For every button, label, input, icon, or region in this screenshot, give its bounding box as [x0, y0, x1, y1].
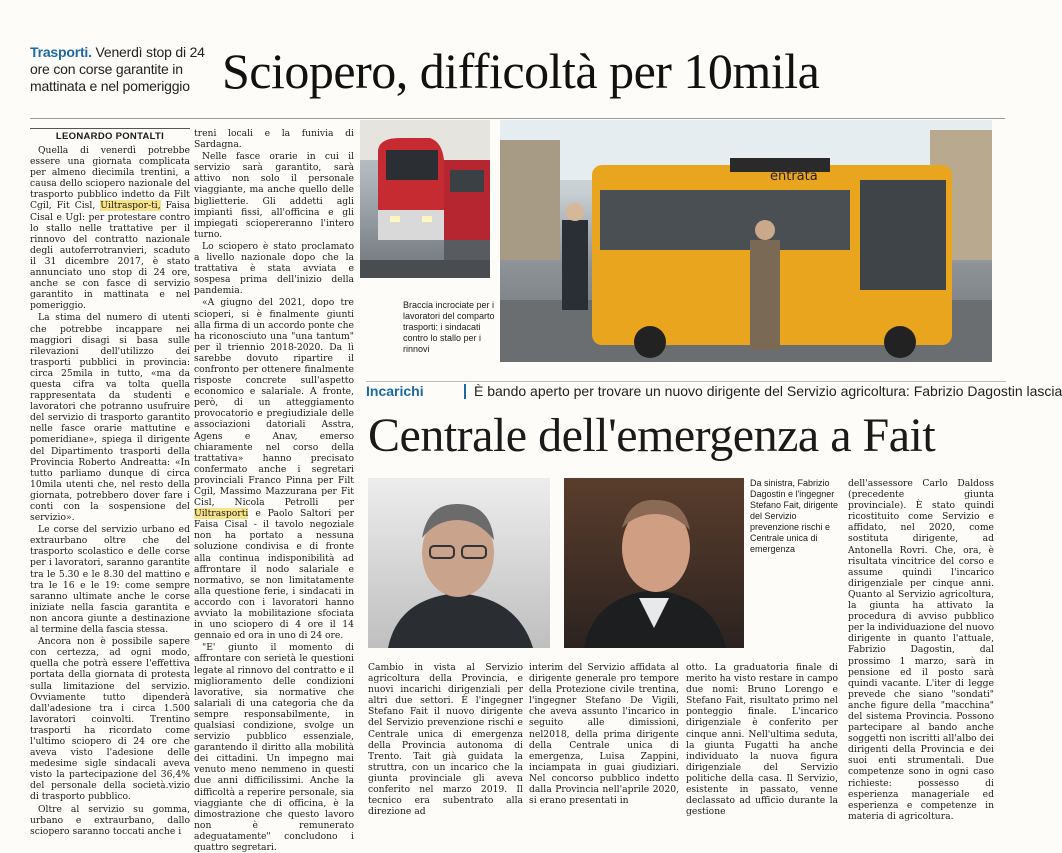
- photo-caption: Braccia incrociate per i lavoratori del comparto trasporti: i sindacati contro lo stallo per i rinnovi: [403, 300, 495, 354]
- kicker: [30, 44, 210, 95]
- paragraph: Cambio in vista al Servizio agricoltura della Provincia, e nuovi incarichi dirigenziali per altri due settori. È l'ingegner Stefano Fait il nuovo dirigente del Servizio prevenzione rischi e Centrale unica di emergenza della Provincia autonoma di Trento. Tait già guidata la struttra, con un incarico che la giunta provinciale gli aveva conferito nel marzo 2019. Il tecnico era subentrato alla direzione ad: [368, 662, 523, 818]
- portrait-fait: [564, 478, 744, 648]
- section-label: Incarichi: [366, 383, 424, 399]
- paragraph: "E' giunto il momento di affrontare con serietà le questioni legate al rinnovo del contratto e il miglioramento delle condizioni lavorative, sia normative che salariali di una categoria che da sempre responsabilmente, in qualsiasi condizione, svolge un servizio pubblico essenziale, garantendo il diritto alla mobilità dei cittadini. Un impegno mai venuto meno nemmeno in questi due anni difficilissimi. Anche la difficoltà a reperire personale, sia viaggiante che di officina, è la dimostrazione che questo lavoro non è remunerato adeguatamente" concludono i quattro segretari.: [194, 642, 354, 853]
- paragraph: Ancora non è possibile sapere con certezza, ad ogni modo, quella che potrà essere l'effettiva portata della giornata di protesta sulla limitazione del servizio. Ovviamente tutto dipenderà dall'adesione tra i circa 1.500 lavoratori coinvolti. Trentino trasporti ha ricordato come l'ultimo sciopero di 24 ore che aveva visto l'adesione delle medesime sigle sindacali aveva visto la partecipazione del 36,4% del personale della società.vizio di trasporto pubblico.: [30, 636, 190, 803]
- text: Faisa Cisal e Ugl: per protestare contro lo stallo nelle trattative per il rinnovo del contratto nazionale degli autoferrotranvieri, scaduto il 31 dicembre 2017, è stato annunciato uno stop di 24 ore, anche se con fasce di servizio garantito in mattinata e nel pomeriggio.: [30, 200, 190, 312]
- kicker-section: Trasporti.: [30, 44, 92, 60]
- text: Quella di venerdì potrebbe essere una giornata complicata per almeno diecimila trentini, a causa dello sciopero nazionale del trasporto pubblico indetto da Filt Cgil, Fit Cisl,: [30, 145, 190, 212]
- bus-sign: entrata: [770, 169, 818, 184]
- text: «A giugno del 2021, dopo tre scioperi, si è finalmente giunti alla firma di un accordo ponte che ha riconosciuto una "una tantum" per il triennio 2018-2020. Da lì sarebbe dovuto ripartire il confronto per ottenere finalmente risposte concrete sull'aspetto economico e salariale. A fronte, però, di un atteggiamento provocatorio e pregiudiziale delle associazioni datoriali Asstra, Agens e Anav, emerso chiaramente nel corso della trattativa» hanno precisato confermato anche i segretari provinciali Franco Pinna per Filt Cgil, Massimo Mazzurana per Fit Cisl, Nicola Petrolli per: [194, 297, 354, 509]
- paragraph: treni locali e la funivia di Sardagna.: [194, 128, 354, 151]
- portrait-illustration: [368, 478, 550, 648]
- byline: LEONARDO PONTALTI: [30, 128, 190, 142]
- paragraph: [30, 145, 190, 311]
- article-column-1: [30, 145, 190, 835]
- divider: [30, 118, 1005, 119]
- paragraph: Oltre al servizio su gomma, urbano e extraurbano, dallo sciopero saranno toccati anche i: [30, 803, 190, 837]
- text: e Paolo Saltori per Faisa Cisal - il tavolo negoziale non ha portato a nessuna soluzione condivisa e di fronte alla continua indisponibilità ad affrontare il nodo salariale e normativo, se non limitatamente alla questione ferie, i sindacati in accordo con i lavoratori hanno avviato la mobilitazione sfociata in uno sciopero di 4 ore il 14 gennaio ed ora in uno di 24 ore.: [194, 508, 354, 642]
- paragraph: dell'assessore Carlo Daldoss (precedente giunta provinciale). È stato quindi ricostituito come Servizio e affidato, nel 2020, come sostituta dirigente, ad Antonella Rovri. Che, ora, è risultata vincitrice del corso e assume quindi l'incarico dirigenziale per cinque anni. Quanto al Servizio agricoltura, la giunta ha attivato la procedura di avviso pubblico per la individuazione del nuovo dirigente in quanto l'attuale, Fabrizio Dagostin, dal prossimo 1 marzo, sarà in pensione ed il posto sarà quindi vacante. L'iter di legge prevede che siano "sondati" anche figure della "macchina" del sistema Provincia. Possono partecipare al bando anche soggetti non iscritti all'albo dei dirigenti della Provincia e dei suoi enti strumentali. Due competenze sono in ogni caso richieste: possesso di esperienza manageriale ed esperienza e competenze in materia di agricoltura.: [848, 478, 994, 822]
- article2-column-3: [686, 662, 838, 836]
- kicker-text: Venerdì stop di 24 ore con corse garantite in mattinata e nel pomeriggio: [30, 44, 205, 94]
- highlighted-text: Uiltraspor-ti,: [100, 200, 161, 212]
- train-illustration: [360, 120, 490, 278]
- highlighted-text: Uiltrasporti: [194, 508, 249, 520]
- bus-illustration: [500, 120, 992, 362]
- article2-column-4: [848, 478, 994, 836]
- article-column-2: [194, 128, 354, 853]
- bus-photo: [500, 120, 992, 362]
- headline-main: Sciopero, difficoltà per 10mila: [222, 43, 820, 99]
- article2-column-2: [529, 662, 679, 836]
- paragraph: Nelle fasce orarie in cui il servizio sarà garantito, sarà attivo non solo il personale viaggiante, ma anche quello delle biglietterie. Gli addetti agli impianti fissi, all'officina e gli impiegati sciopereranno l'intero turno.: [194, 151, 354, 240]
- paragraph: otto. La graduatoria finale di merito ha visto restare in campo due nomi: Bruno Lorengo e Stefano Fait, risultato primo nel ponteggio finale. L'incarico dirigenziale è conferito per cinque anni. Nell'ultima seduta, la giunta Fugatti ha anche individuato la nuova figura dirigenziale del Servizio politiche della casa. Il Servizio, esistente in passato, venne declassato ad ufficio durante la gestione: [686, 662, 838, 818]
- paragraph: interim del Servizio affidata al dirigente generale pro tempore della Protezione civile trentina, l'ingegner Stefano De Vigili, che aveva assunto l'incarico in seguito alle dimissioni, nel2018, della prima dirigente della Centrale unica di emergenza, Luisa Zappini, inciampata in guai giudiziari. Nel concorso pubblico indetto dalla Provincia nell'aprile 2020, si erano presentati in: [529, 662, 679, 807]
- article2-column-1: [368, 662, 523, 836]
- separator: [464, 384, 466, 399]
- paragraph: Le corse del servizio urbano ed extraurbano oltre che del trasporto scolastico e delle corse per i lavoratori, saranno garantite tra le 5.30 e le 8.30 del mattino e tra le 16 e le 19: come sempre saranno ultimate anche le corse iniziate nella fascia garantita e non ancora giunte a destinazione al termine della fascia stessa.: [30, 524, 190, 636]
- paragraph: La stima del numero di utenti che potrebbe incappare nei maggiori disagi si basa sulle rilevazioni dell'utilizzo dei trasporti pubblici in provincia: circa 25mila in tutto, «ma da questa cifra va tolta quella rappresentata da studenti e lavoratori che potranno usufruire del servizio di trasporto garantito nelle fasce orarie mattutine e pomeridiane», spiega il dirigente del Dipartimento trasporti della Provincia Roberto Andreatta: «In tutto parliamo dunque di circa 10mila utenti che, nel resto della giornata, potrebbero dover fare i conti con la sospensione del servizio».: [30, 312, 190, 524]
- headline-second: Centrale dell'emergenza a Fait: [368, 409, 936, 462]
- portrait-dagostin: [368, 478, 550, 648]
- section-subtitle: È bando aperto per trovare un nuovo dirigente del Servizio agricoltura: Fabrizio Dagostin lascia: [474, 383, 1062, 399]
- portraits-caption: Da sinistra, Fabrizio Dagostin e l'ingegner Stefano Fait, dirigente del Servizio prevenzione rischi e Centrale unica di emergenza: [750, 478, 839, 554]
- paragraph: Lo sciopero è stato proclamato a livello nazionale dopo che la trattativa è stata avviata e sospesa prima dell'inizio della pandemia.: [194, 240, 354, 297]
- paragraph: [194, 297, 354, 641]
- train-photo: [360, 120, 490, 278]
- portrait-illustration: [564, 478, 744, 648]
